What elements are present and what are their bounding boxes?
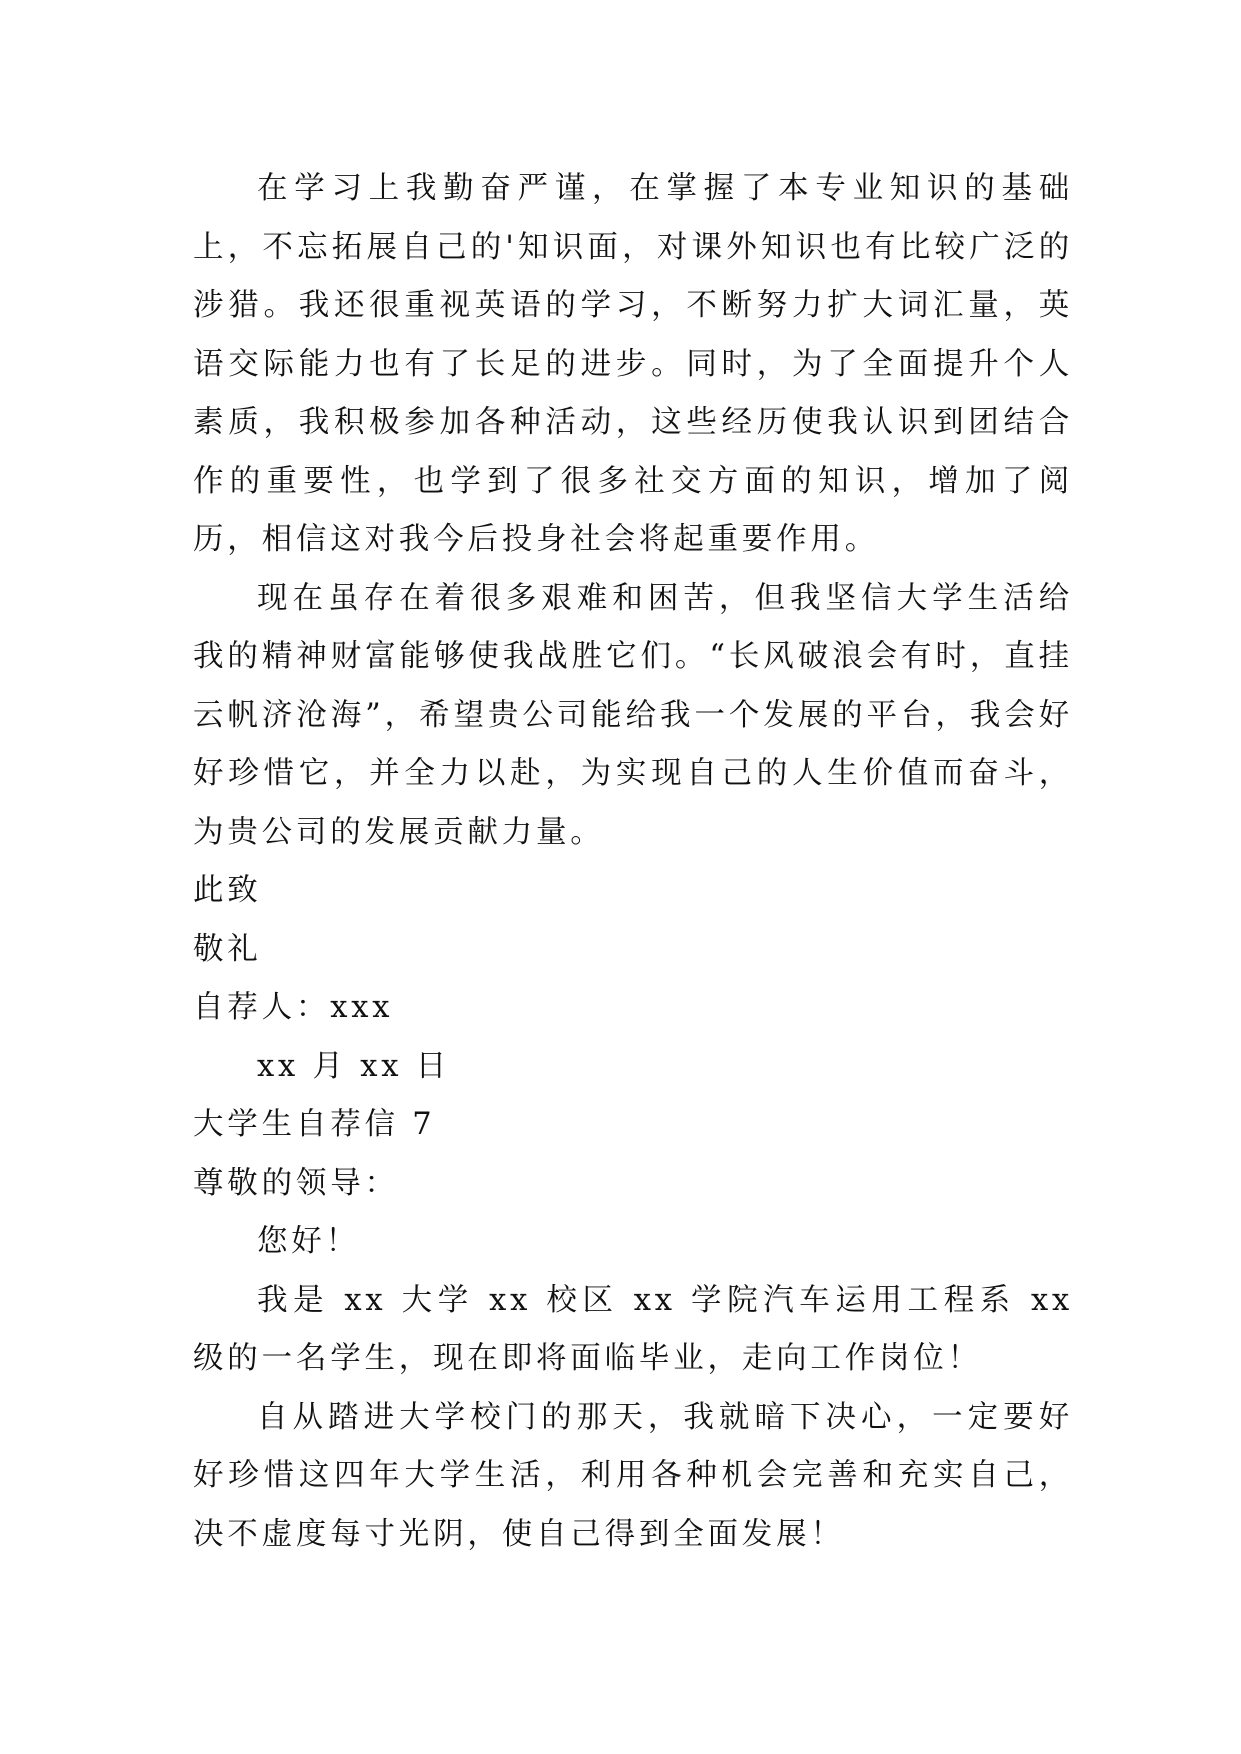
letter-body [193, 160, 1073, 1564]
paragraph-introduction: 我是 xx 大学 xx 校区 xx 学院汽车运用工程系 xx 级的一名学生，现在即将面临毕业，走向工作岗位！ [193, 1282, 1073, 1376]
signature-line: 自荐人：xxx [193, 990, 394, 1025]
paragraph-determination: 现在虽存在着很多艰难和困苦，但我坚信大学生活给我的精神财富能够使我战胜它们。“长风破浪会有时，直挂云帆济沧海”，希望贵公司能给我一个发展的平台，我会好好珍惜它，并全力以赴，为实现自己的人生价值而奋斗，为贵公司的发展贡献力量。 [193, 580, 1073, 850]
paragraph-resolution: 自从踏进大学校门的那天，我就暗下决心，一定要好好珍惜这四年大学生活，利用各种机会完善和充实自己，决不虚度每寸光阴，使自己得到全面发展！ [193, 1399, 1073, 1552]
closing-salute: 敬礼 [193, 931, 262, 967]
closing-regards: 此致 [193, 873, 262, 908]
date-line: xx 月 xx 日 [257, 1048, 451, 1084]
letter-title: 大学生自荐信 7 [193, 1107, 436, 1142]
paragraph-study: 在学习上我勤奋严谨，在掌握了本专业知识的基础上，不忘拓展自己的'知识面，对课外知识也有比较广泛的涉猎。我还很重视英语的学习，不断努力扩大词汇量，英语交际能力也有了长足的进步。同时，为了全面提升个人素质，我积极参加各种活动，这些经历使我认识到团结合作的重要性，也学到了很多社交方面的知识，增加了阅历，相信这对我今后投身社会将起重要作用。 [193, 171, 1073, 557]
salutation: 尊敬的领导： [193, 1165, 399, 1201]
greeting: 您好！ [257, 1224, 360, 1259]
